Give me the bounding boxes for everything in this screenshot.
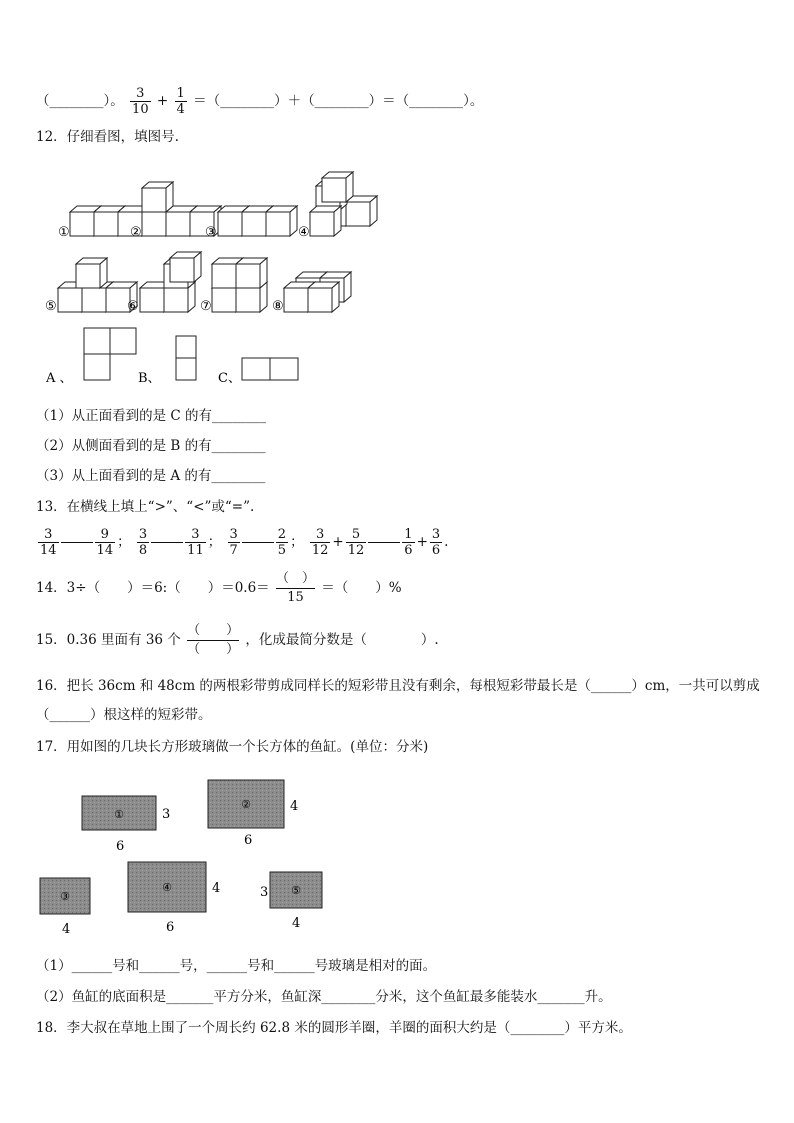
q15-line: 15．0.36 里面有 36 个 （ ） （ ） ，化成最简分数是（ ）.: [36, 623, 439, 657]
q12-sub2: （2）从侧面看到的是 B 的有________: [36, 438, 266, 454]
q11-rest: ＝（________）＋（________）＝（________）。: [193, 93, 484, 109]
q11-fraction-1: $\frac{3}{10}$: [132, 86, 149, 117]
figure-6-number: ⑥: [127, 299, 139, 314]
q11-fraction-2: $\frac{1}{4}$: [176, 86, 185, 117]
option-a-view: [84, 328, 136, 380]
q12-sub1: （1）从正面看到的是 C 的有________: [36, 408, 267, 424]
q13-frac-3b: $\frac{2}{5}$: [277, 527, 287, 558]
q13-comparisons: $\frac{3}{14}$ $\frac{9}{14}$ ； $\frac{3}{8}$ $\frac{3}{11}$ ； $\frac{3}{7}$ $\frac{2}{5}$ ； $\frac{3}{12}$ + $\frac{5}{12}$ $\frac{1}{6}$ + $\frac{3}{6}$ .: [40, 527, 449, 558]
q11-lead: （________）。: [36, 93, 124, 109]
glass-1: [82, 796, 170, 854]
glass-4: [128, 862, 220, 935]
glass-1-width: 6: [116, 839, 125, 854]
q15-fraction: （ ） （ ）: [187, 623, 240, 657]
option-c-view: [242, 358, 298, 380]
q14-fraction: （ ） 15: [275, 571, 315, 605]
figure-1-number: ①: [58, 225, 70, 240]
glass-5-height: 3: [260, 885, 269, 900]
q16-line2: （______）根这样的短彩带。: [36, 707, 212, 723]
q17-title: 17．用如图的几块长方形玻璃做一个长方体的鱼缸。(单位：分米): [36, 739, 429, 755]
q18-text: 18．李大叔在草地上围了一个周长约 62.8 米的圆形羊圈，羊圈的面积大约是（________）平方米。: [36, 1020, 632, 1036]
glass-2-width: 6: [244, 833, 253, 848]
q12-cube-figures: [40, 170, 440, 430]
q17-sub1: （1）______号和______号，______号和______号玻璃是相对的面。: [36, 958, 437, 974]
option-a-label: A 、: [46, 371, 73, 386]
figure-7-number: ⑦: [200, 299, 212, 314]
q13-frac-4b: $\frac{5}{12}$: [347, 527, 365, 558]
figure-6: [127, 252, 201, 314]
glass-1-height: 3: [162, 807, 171, 822]
q13-title: 13．在横线上填上“>”、“<”或“=”.: [36, 499, 255, 515]
q16-line1: 16．把长 36cm 和 48cm 的两根彩带剪成同样长的短彩带且没有剩余，每根短彩带最长是（______）cm，一共可以剪成: [36, 678, 760, 694]
svg-text:③: ③: [60, 890, 70, 903]
option-b-view: [176, 336, 196, 380]
figure-8: [272, 272, 351, 314]
figure-5-number: ⑤: [45, 299, 57, 314]
figure-3-number: ③: [205, 225, 217, 240]
svg-text:④: ④: [162, 881, 172, 894]
glass-4-height: 4: [212, 881, 221, 896]
glass-3: [40, 878, 90, 937]
svg-text:②: ②: [241, 798, 251, 811]
option-b-label: B、: [138, 371, 161, 386]
glass-5: [260, 872, 322, 931]
figure-4: [298, 172, 377, 240]
q13-frac-1b: $\frac{9}{14}$: [96, 527, 114, 558]
figure-4-number: ④: [298, 225, 310, 240]
q13-frac-1a: $\frac{3}{14}$: [40, 527, 57, 558]
figure-5: [45, 258, 137, 314]
q17-glass-figures: [36, 776, 356, 946]
glass-4-width: 6: [166, 920, 175, 935]
option-c-label: C、: [218, 371, 241, 386]
svg-text:①: ①: [114, 808, 124, 821]
q12-sub3: （3）从上面看到的是 A 的有________: [36, 468, 266, 484]
glass-2-height: 4: [290, 799, 299, 814]
q13-frac-4d: $\frac{3}{6}$: [431, 527, 441, 558]
glass-3-width: 4: [62, 922, 71, 937]
figure-2-number: ②: [130, 225, 142, 240]
figure-8-number: ⑧: [272, 299, 284, 314]
svg-text:⑤: ⑤: [291, 884, 301, 897]
q11-line: （________）。 $\frac{3}{10}$ + $\frac{1}{4}$ ＝（________）＋（________）＝（________）。: [36, 86, 484, 117]
figure-3: [205, 206, 297, 240]
figure-7: [200, 258, 267, 314]
glass-5-width: 4: [292, 916, 301, 931]
q13-frac-3a: $\frac{3}{7}$: [229, 527, 238, 558]
q13-frac-4c: $\frac{1}{6}$: [404, 527, 413, 558]
glass-2: [208, 780, 298, 848]
q13-frac-2a: $\frac{3}{8}$: [138, 527, 148, 558]
q17-sub2: （2）鱼缸的底面积是_______平方分米，鱼缸深________分米，这个鱼缸最多能装水_______升。: [36, 989, 612, 1005]
q13-frac-4a: $\frac{3}{12}$: [311, 527, 329, 558]
q13-frac-2b: $\frac{3}{11}$: [187, 527, 204, 558]
q14-line: 14．3÷（ ）＝6:（ ）＝0.6＝ （ ） 15 ＝（ ）%: [36, 571, 402, 605]
q12-title: 12．仔细看图，填图号.: [36, 129, 179, 145]
